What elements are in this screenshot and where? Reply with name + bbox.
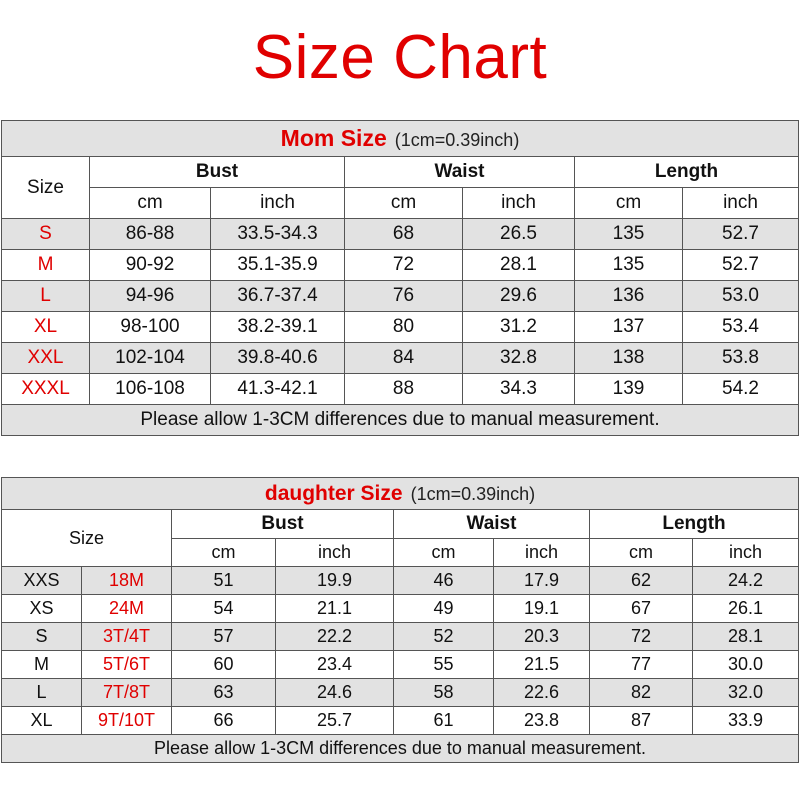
mom-unit-header: inch (211, 188, 345, 219)
size-cell: XXS (2, 567, 82, 595)
table-cell: 31.2 (463, 312, 575, 343)
size-cell: XXL (2, 343, 90, 374)
table-cell: 136 (575, 281, 683, 312)
table-cell: 33.9 (693, 707, 799, 735)
page-title: Size Chart (252, 23, 548, 92)
table-cell: 84 (345, 343, 463, 374)
daughter-unit-header: cm (590, 539, 693, 567)
daughter-size-header: Size (2, 510, 172, 567)
table-cell: 138 (575, 343, 683, 374)
mom-unit-header-row (2, 188, 799, 219)
table-cell: 39.8-40.6 (211, 343, 345, 374)
mom-note-row (2, 405, 799, 436)
mom-size-table (1, 120, 799, 436)
table-cell: 87 (590, 707, 693, 735)
table-cell: 22.6 (494, 679, 590, 707)
table-cell: 49 (394, 595, 494, 623)
table-cell: 28.1 (693, 623, 799, 651)
size-cell: S (2, 219, 90, 250)
table-cell: 32.8 (463, 343, 575, 374)
table-cell: 36.7-37.4 (211, 281, 345, 312)
table-cell: 46 (394, 567, 494, 595)
size-cell: XL (2, 707, 82, 735)
table-cell: 67 (590, 595, 693, 623)
table-cell: 26.5 (463, 219, 575, 250)
table-cell: 54 (172, 595, 276, 623)
age-cell: 18M (82, 567, 172, 595)
table-row (2, 250, 799, 281)
daughter-length-header: Length (590, 510, 799, 539)
table-cell: 60 (172, 651, 276, 679)
table-cell: 61 (394, 707, 494, 735)
table-row (2, 595, 799, 623)
daughter-note-row (2, 735, 799, 763)
table-cell: 28.1 (463, 250, 575, 281)
table-cell: 98-100 (90, 312, 211, 343)
mom-title-row (2, 121, 799, 157)
age-cell: 24M (82, 595, 172, 623)
age-cell: 5T/6T (82, 651, 172, 679)
table-cell: 80 (345, 312, 463, 343)
table-cell: 35.1-35.9 (211, 250, 345, 281)
table-cell: 66 (172, 707, 276, 735)
table-row (2, 219, 799, 250)
table-cell: 21.1 (276, 595, 394, 623)
table-cell: 135 (575, 219, 683, 250)
table-cell: 32.0 (693, 679, 799, 707)
table-row (2, 374, 799, 405)
table-cell: 53.0 (683, 281, 799, 312)
table-cell: 21.5 (494, 651, 590, 679)
daughter-bust-header: Bust (172, 510, 394, 539)
daughter-unit-header: inch (693, 539, 799, 567)
table-cell: 19.9 (276, 567, 394, 595)
size-cell: XL (2, 312, 90, 343)
table-cell: 135 (575, 250, 683, 281)
table-cell: 76 (345, 281, 463, 312)
table-cell: 137 (575, 312, 683, 343)
table-cell: 62 (590, 567, 693, 595)
table-cell: 51 (172, 567, 276, 595)
table-cell: 54.2 (683, 374, 799, 405)
table-cell: 22.2 (276, 623, 394, 651)
daughter-waist-header: Waist (394, 510, 590, 539)
mom-bust-header: Bust (90, 157, 345, 188)
mom-group-header-row (2, 157, 799, 188)
table-cell: 24.6 (276, 679, 394, 707)
size-cell: L (2, 679, 82, 707)
table-cell: 90-92 (90, 250, 211, 281)
mom-unit-header: cm (575, 188, 683, 219)
measurement-note: Please allow 1-3CM differences due to manual measurement. (2, 735, 799, 763)
table-cell: 68 (345, 219, 463, 250)
daughter-unit-header: inch (276, 539, 394, 567)
table-cell: 52.7 (683, 250, 799, 281)
mom-unit-header: cm (90, 188, 211, 219)
table-cell: 72 (590, 623, 693, 651)
table-cell: 33.5-34.3 (211, 219, 345, 250)
table-cell: 53.4 (683, 312, 799, 343)
table-cell: 30.0 (693, 651, 799, 679)
size-cell: S (2, 623, 82, 651)
table-cell: 53.8 (683, 343, 799, 374)
mom-title-cell (2, 121, 799, 157)
table-row (2, 567, 799, 595)
mom-waist-header: Waist (345, 157, 575, 188)
table-cell: 106-108 (90, 374, 211, 405)
size-cell: M (2, 651, 82, 679)
daughter-group-header-row (2, 510, 799, 539)
mom-section-title: Mom Size (280, 125, 387, 151)
mom-unit-header: cm (345, 188, 463, 219)
table-row (2, 623, 799, 651)
table-cell: 38.2-39.1 (211, 312, 345, 343)
mom-size-header: Size (2, 157, 90, 219)
table-row (2, 707, 799, 735)
table-row (2, 679, 799, 707)
table-cell: 23.4 (276, 651, 394, 679)
table-cell: 20.3 (494, 623, 590, 651)
daughter-unit-header: cm (394, 539, 494, 567)
table-cell: 77 (590, 651, 693, 679)
daughter-section-title: daughter Size (264, 481, 403, 505)
age-cell: 3T/4T (82, 623, 172, 651)
table-cell: 55 (394, 651, 494, 679)
table-cell: 57 (172, 623, 276, 651)
table-cell: 25.7 (276, 707, 394, 735)
age-cell: 7T/8T (82, 679, 172, 707)
mom-unit-header: inch (463, 188, 575, 219)
table-cell: 17.9 (494, 567, 590, 595)
table-cell: 19.1 (494, 595, 590, 623)
size-cell: L (2, 281, 90, 312)
table-cell: 82 (590, 679, 693, 707)
table-row (2, 343, 799, 374)
size-cell: XS (2, 595, 82, 623)
table-cell: 86-88 (90, 219, 211, 250)
table-cell: 58 (394, 679, 494, 707)
table-cell: 63 (172, 679, 276, 707)
daughter-conversion-note: (1cm=0.39inch) (410, 483, 536, 504)
daughter-size-table (1, 477, 799, 763)
table-cell: 94-96 (90, 281, 211, 312)
size-cell: M (2, 250, 90, 281)
size-cell: XXXL (2, 374, 90, 405)
table-cell: 26.1 (693, 595, 799, 623)
table-cell: 52.7 (683, 219, 799, 250)
daughter-title-row (2, 478, 799, 510)
daughter-title-cell (2, 478, 799, 510)
table-cell: 52 (394, 623, 494, 651)
mom-unit-header: inch (683, 188, 799, 219)
table-cell: 24.2 (693, 567, 799, 595)
table-cell: 29.6 (463, 281, 575, 312)
age-cell: 9T/10T (82, 707, 172, 735)
table-row (2, 651, 799, 679)
table-cell: 41.3-42.1 (211, 374, 345, 405)
table-cell: 88 (345, 374, 463, 405)
table-cell: 23.8 (494, 707, 590, 735)
table-row (2, 281, 799, 312)
table-cell: 34.3 (463, 374, 575, 405)
daughter-unit-header: cm (172, 539, 276, 567)
measurement-note: Please allow 1-3CM differences due to manual measurement. (2, 405, 799, 436)
table-cell: 102-104 (90, 343, 211, 374)
table-row (2, 312, 799, 343)
mom-conversion-note: (1cm=0.39inch) (394, 130, 520, 150)
table-cell: 139 (575, 374, 683, 405)
table-cell: 72 (345, 250, 463, 281)
daughter-unit-header: inch (494, 539, 590, 567)
mom-length-header: Length (575, 157, 799, 188)
